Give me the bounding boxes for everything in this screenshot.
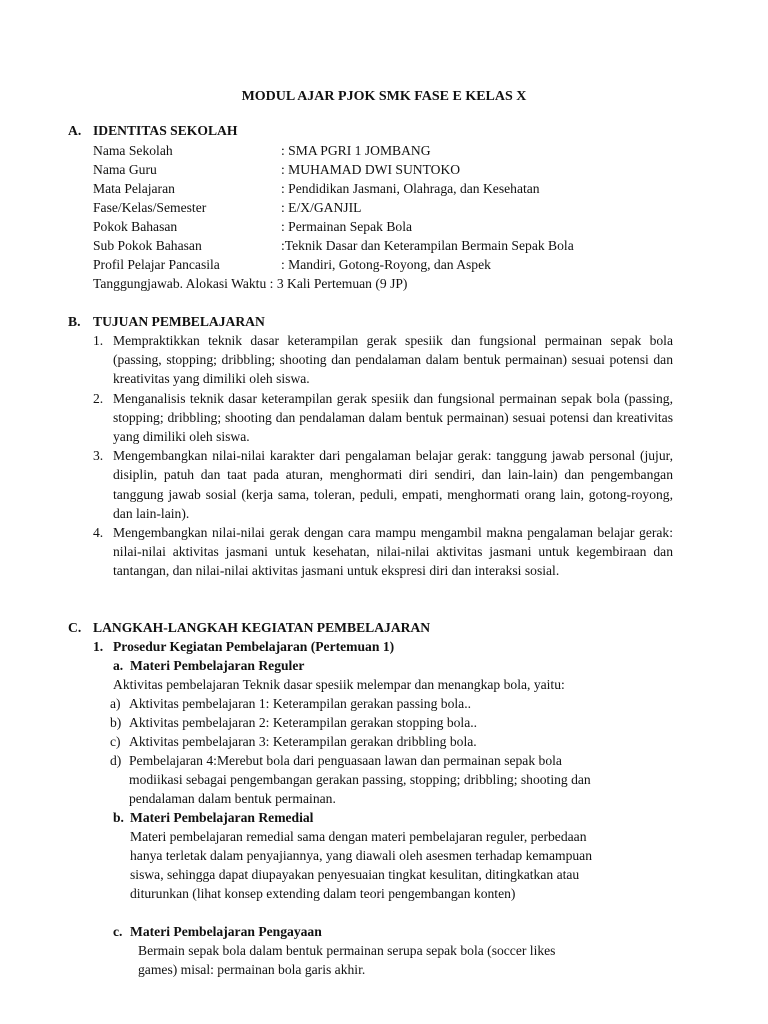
identity-row-phase: Fase/Kelas/Semester : E/X/GANJIL: [93, 200, 362, 215]
enrichment-line: Bermain sepak bola dalam bentuk permainan serupa sepak bola (soccer likes: [138, 943, 556, 958]
activity-item-continued: pendalaman dalam bentuk permainan.: [129, 791, 336, 806]
identity-row-time: Tanggungjawab. Alokasi Waktu : 3 Kali Pertemuan (9 JP): [93, 276, 408, 291]
remedial-line: siswa, sehingga dapat diupayakan penyesuaian tingkat kesulitan, ditingkatkan atau: [130, 867, 580, 882]
section-b-title: TUJUAN PEMBELAJARAN: [93, 314, 265, 329]
remedial-line: diturunkan (lihat konsep extending dalam teori pengembangan konten): [130, 886, 516, 901]
activity-item: d) Pembelajaran 4:Merebut bola dari penguasaan lawan dan permainan sepak bola: [110, 753, 562, 768]
section-c-letter: C.: [68, 620, 82, 635]
step-1-heading: 1. Prosedur Kegiatan Pembelajaran (Pertemuan 1): [93, 639, 395, 654]
identity-row-profile: Profil Pelajar Pancasila : Mandiri, Gotong-Royong, dan Aspek: [93, 257, 491, 272]
activity-item-continued: modiikasi sebagai pengembangan gerakan passing, stopping; dribbling; shooting dan: [129, 772, 591, 787]
section-a-title: IDENTITAS SEKOLAH: [93, 123, 238, 138]
identity-row-school: Nama Sekolah : SMA PGRI 1 JOMBANG: [93, 143, 431, 158]
section-c-title: LANGKAH-LANGKAH KEGIATAN PEMBELAJARAN: [93, 620, 431, 635]
remedial-line: hanya terletak dalam penyajiannya, yang diawali oleh asesmen terhadap kemampuan: [130, 848, 593, 863]
section-a-letter: A.: [68, 123, 82, 138]
objective-item: 1. Mempraktikkan teknik dasar keterampilan gerak spesiik dan fungsional permainan sepak bola (passing, stopping; dribbling; shooting dan pendalaman dalam bentuk permainan) sesuai potensi dan kreativitas yang dimiliki oleh siswa.: [93, 333, 673, 387]
activity-item: c) Aktivitas pembelajaran 3: Keterampilan gerakan dribbling bola.: [110, 734, 477, 749]
section-b-letter: B.: [68, 314, 81, 329]
objective-item: 4. Mengembangkan nilai-nilai gerak dengan cara mampu mengambil makna pengalaman belajar gerak: nilai-nilai aktivitas jasmani untuk kesehatan, nilai-nilai aktivitas jasmani untuk kegembiraan dan tantangan, dan nilai-nilai aktivitas jasmani untuk ekspresi diri dan interaksi sosial.: [93, 525, 673, 579]
document-title: MODUL AJAR PJOK SMK FASE E KELAS X: [241, 89, 527, 104]
section-c-heading: [68, 618, 430, 637]
identity-row-topic: Pokok Bahasan : Permainan Sepak Bola: [93, 219, 412, 234]
sub-a-heading: a. Materi Pembelajaran Reguler: [113, 658, 305, 673]
identity-row-subject: Mata Pelajaran : Pendidikan Jasmani, Olahraga, dan Kesehatan: [93, 181, 540, 196]
objective-item: 2. Menganalisis teknik dasar keterampilan gerak spesiik dan fungsional permainan sepak bola (passing, stopping; dribbling; shooting dan pendalaman dalam bentuk permainan) sesuai potensi dan kreativitas yang dimiliki oleh siswa.: [93, 390, 673, 445]
identity-row-subtopic: Sub Pokok Bahasan :Teknik Dasar dan Keterampilan Bermain Sepak Bola: [93, 238, 574, 253]
activity-item: b) Aktivitas pembelajaran 2: Keterampilan gerakan stopping bola..: [110, 715, 478, 730]
objectives-list: [93, 331, 673, 581]
activity-item: a) Aktivitas pembelajaran 1: Keterampilan gerakan passing bola..: [110, 696, 471, 711]
section-a-heading: [68, 121, 237, 140]
sub-b-heading: b. Materi Pembelajaran Remedial: [113, 810, 314, 825]
identity-row-teacher: Nama Guru : MUHAMAD DWI SUNTOKO: [93, 162, 461, 177]
remedial-line: Materi pembelajaran remedial sama dengan materi pembelajaran reguler, perbedaan: [130, 829, 587, 844]
sub-c-heading: c. Materi Pembelajaran Pengayaan: [113, 924, 322, 939]
objective-item: 3. Mengembangkan nilai-nilai karakter dari pengalaman belajar gerak: tanggung jawab personal (jujur, disiplin, patuh dan taat pada aturan, menghormati diri sendiri, dan lain-lain) dan pengembangan tanggung jawab sosial (kerja sama, toleran, peduli, empati, menghormati orang lain, gotong-royong, dan lain-lain).: [93, 448, 673, 521]
section-b-heading: [68, 312, 265, 331]
enrichment-line: games) misal: permainan bola garis akhir.: [138, 962, 366, 977]
sub-a-intro: Aktivitas pembelajaran Teknik dasar spesiik melempar dan menangkap bola, yaitu:: [113, 677, 565, 692]
